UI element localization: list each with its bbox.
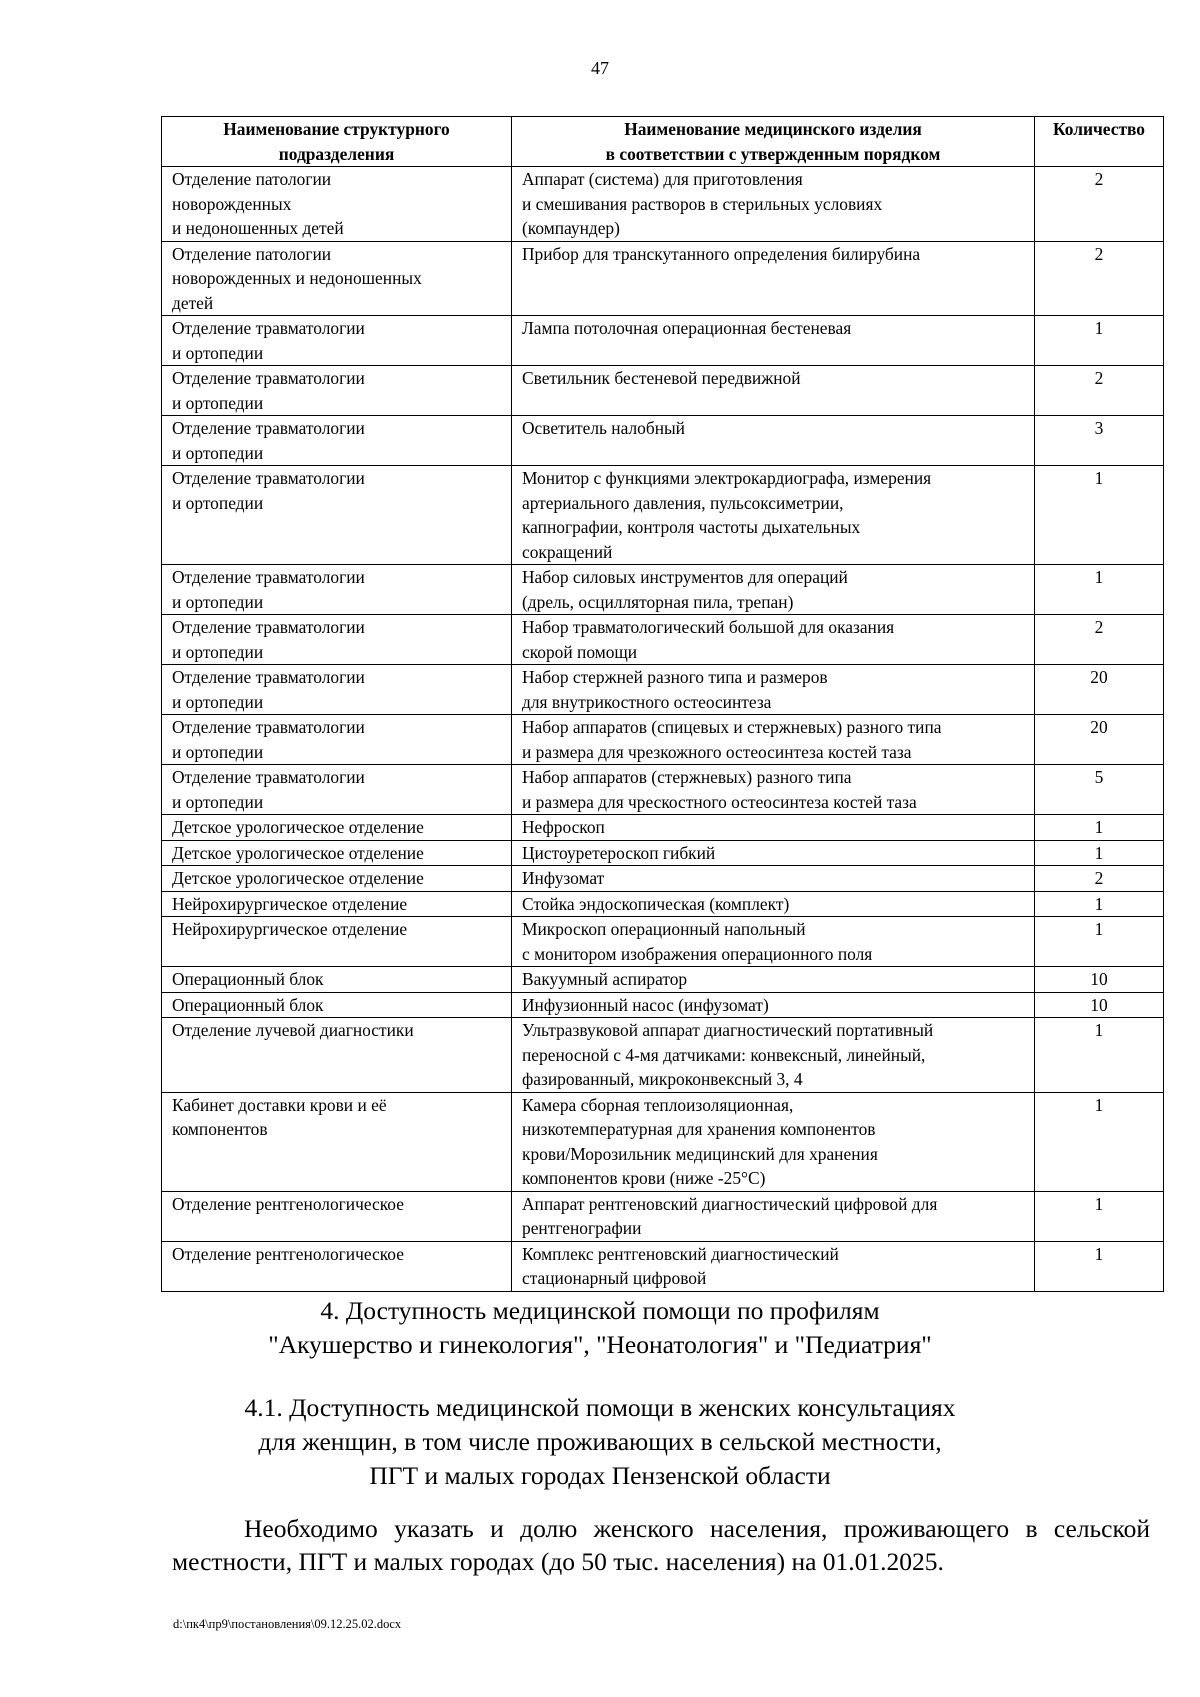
cell-quantity: 1: [1035, 1018, 1164, 1093]
cell-quantity: 1: [1035, 840, 1164, 866]
table-row: [162, 167, 1164, 242]
cell-device: Вакуумный аспиратор: [512, 967, 1035, 993]
table-row: [162, 1092, 1164, 1191]
cell-quantity: 1: [1035, 917, 1164, 967]
cell-department: Операционный блок: [162, 992, 512, 1018]
table-row: [162, 917, 1164, 967]
cell-department: Нейрохирургическое отделение: [162, 891, 512, 917]
cell-quantity: 1: [1035, 565, 1164, 615]
table-row: [162, 416, 1164, 466]
cell-department: Операционный блок: [162, 967, 512, 993]
table-row: [162, 665, 1164, 715]
cell-device: Нефроскоп: [512, 815, 1035, 841]
cell-department: Отделение травматологии и ортопедии: [162, 366, 512, 416]
table-row: [162, 466, 1164, 565]
cell-department: Отделение травматологии и ортопедии: [162, 765, 512, 815]
footer-file-path: d:\пк4\пр9\постановления\09.12.25.02.docx: [173, 1617, 402, 1631]
cell-department: Отделение травматологии и ортопедии: [162, 416, 512, 466]
cell-quantity: 1: [1035, 1191, 1164, 1241]
page-number: 47: [591, 58, 609, 78]
cell-quantity: 2: [1035, 866, 1164, 892]
cell-quantity: 1: [1035, 891, 1164, 917]
cell-department: Отделение патологии новорожденных и недоношенных детей: [162, 241, 512, 316]
table-row: [162, 967, 1164, 993]
body-paragraph: [172, 1512, 1150, 1578]
cell-device: Аппарат рентгеновский диагностический цифровой для рентгенографии: [512, 1191, 1035, 1241]
cell-device: Набор стержней разного типа и размеров для внутрикостного остеосинтеза: [512, 665, 1035, 715]
cell-department: Отделение патологии новорожденных и недоношенных детей: [162, 167, 512, 242]
table-row: [162, 840, 1164, 866]
table-row: [162, 1018, 1164, 1093]
table-row: [162, 992, 1164, 1018]
cell-device: Камера сборная теплоизоляционная, низкотемпературная для хранения компонентов крови/Морозильник медицинский для хранения компонентов крови (ниже -25°С): [512, 1092, 1035, 1191]
cell-quantity: 1: [1035, 815, 1164, 841]
table-row: [162, 615, 1164, 665]
cell-quantity: 2: [1035, 167, 1164, 242]
cell-device: Монитор с функциями электрокардиографа, измерения артериального давления, пульсоксиметрии, капнографии, контроля частоты дыхательных сокращений: [512, 466, 1035, 565]
cell-device: Набор аппаратов (стержневых) разного типа и размера для чрескостного остеосинтеза костей таза: [512, 765, 1035, 815]
cell-device: Инфузионный насос (инфузомат): [512, 992, 1035, 1018]
cell-quantity: 20: [1035, 665, 1164, 715]
cell-department: Отделение травматологии и ортопедии: [162, 615, 512, 665]
header-department: Наименование структурного подразделения: [162, 117, 512, 167]
cell-device: Лампа потолочная операционная бестеневая: [512, 316, 1035, 366]
cell-department: Отделение травматологии и ортопедии: [162, 565, 512, 615]
cell-quantity: 2: [1035, 615, 1164, 665]
cell-department: Детское урологическое отделение: [162, 840, 512, 866]
cell-department: Отделение рентгенологическое: [162, 1191, 512, 1241]
table-row: [162, 316, 1164, 366]
cell-device: Стойка эндоскопическая (комплект): [512, 891, 1035, 917]
table-row: [162, 815, 1164, 841]
cell-device: Прибор для транскутанного определения билирубина: [512, 241, 1035, 316]
cell-device: Цистоуретероскоп гибкий: [512, 840, 1035, 866]
cell-device: Осветитель налобный: [512, 416, 1035, 466]
cell-department: Детское урологическое отделение: [162, 815, 512, 841]
table-row: [162, 241, 1164, 316]
cell-device: Комплекс рентгеновский диагностический стационарный цифровой: [512, 1241, 1035, 1291]
table-row: [162, 866, 1164, 892]
table-row: [162, 891, 1164, 917]
cell-department: Кабинет доставки крови и её компонентов: [162, 1092, 512, 1191]
cell-quantity: 1: [1035, 316, 1164, 366]
cell-quantity: 5: [1035, 765, 1164, 815]
section-4-heading: 4. Доступность медицинской помощи по профилям "Акушерство и гинекология", "Неонатология" и "Педиатрия": [268, 1296, 932, 1359]
cell-quantity: 1: [1035, 1241, 1164, 1291]
cell-device: Набор силовых инструментов для операций (дрель, осцилляторная пила, трепан): [512, 565, 1035, 615]
header-quantity: Количество: [1035, 117, 1164, 167]
paragraph-text: Необходимо указать и долю женского населения, проживающего в сельской местности, ПГТ и малых городах (до 50 тыс. населения) на 01.01.2025.: [172, 1514, 1150, 1576]
cell-quantity: 2: [1035, 241, 1164, 316]
table-row: [162, 366, 1164, 416]
cell-department: Отделение травматологии и ортопедии: [162, 715, 512, 765]
cell-quantity: 2: [1035, 366, 1164, 416]
cell-device: Аппарат (система) для приготовления и смешивания растворов в стерильных условиях (компаундер): [512, 167, 1035, 242]
cell-device: Светильник бестеневой передвижной: [512, 366, 1035, 416]
cell-device: Микроскоп операционный напольный с монитором изображения операционного поля: [512, 917, 1035, 967]
section-4-1-heading: 4.1. Доступность медицинской помощи в женских консультациях для женщин, в том числе проживающих в сельской местности, ПГТ и малых городах Пензенской области: [244, 1393, 956, 1490]
table-row: [162, 1241, 1164, 1291]
cell-quantity: 10: [1035, 992, 1164, 1018]
cell-department: Отделение травматологии и ортопедии: [162, 466, 512, 565]
table-row: [162, 715, 1164, 765]
cell-quantity: 10: [1035, 967, 1164, 993]
table-row: [162, 765, 1164, 815]
cell-quantity: 3: [1035, 416, 1164, 466]
cell-quantity: 1: [1035, 466, 1164, 565]
equipment-table: [161, 116, 1164, 1292]
cell-device: Набор травматологический большой для оказания скорой помощи: [512, 615, 1035, 665]
header-device: Наименование медицинского изделия в соответствии с утвержденным порядком: [512, 117, 1035, 167]
cell-department: Отделение лучевой диагностики: [162, 1018, 512, 1093]
cell-department: Детское урологическое отделение: [162, 866, 512, 892]
cell-device: Ультразвуковой аппарат диагностический портативный переносной с 4-мя датчиками: конвексный, линейный, фазированный, микроконвексный 3, 4: [512, 1018, 1035, 1093]
cell-department: Нейрохирургическое отделение: [162, 917, 512, 967]
cell-department: Отделение рентгенологическое: [162, 1241, 512, 1291]
cell-device: Набор аппаратов (спицевых и стержневых) разного типа и размера для чрезкожного остеосинтеза костей таза: [512, 715, 1035, 765]
cell-device: Инфузомат: [512, 866, 1035, 892]
table-row: [162, 1191, 1164, 1241]
cell-department: Отделение травматологии и ортопедии: [162, 316, 512, 366]
table-header-row: [162, 117, 1164, 167]
cell-quantity: 20: [1035, 715, 1164, 765]
cell-department: Отделение травматологии и ортопедии: [162, 665, 512, 715]
cell-quantity: 1: [1035, 1092, 1164, 1191]
table-row: [162, 565, 1164, 615]
